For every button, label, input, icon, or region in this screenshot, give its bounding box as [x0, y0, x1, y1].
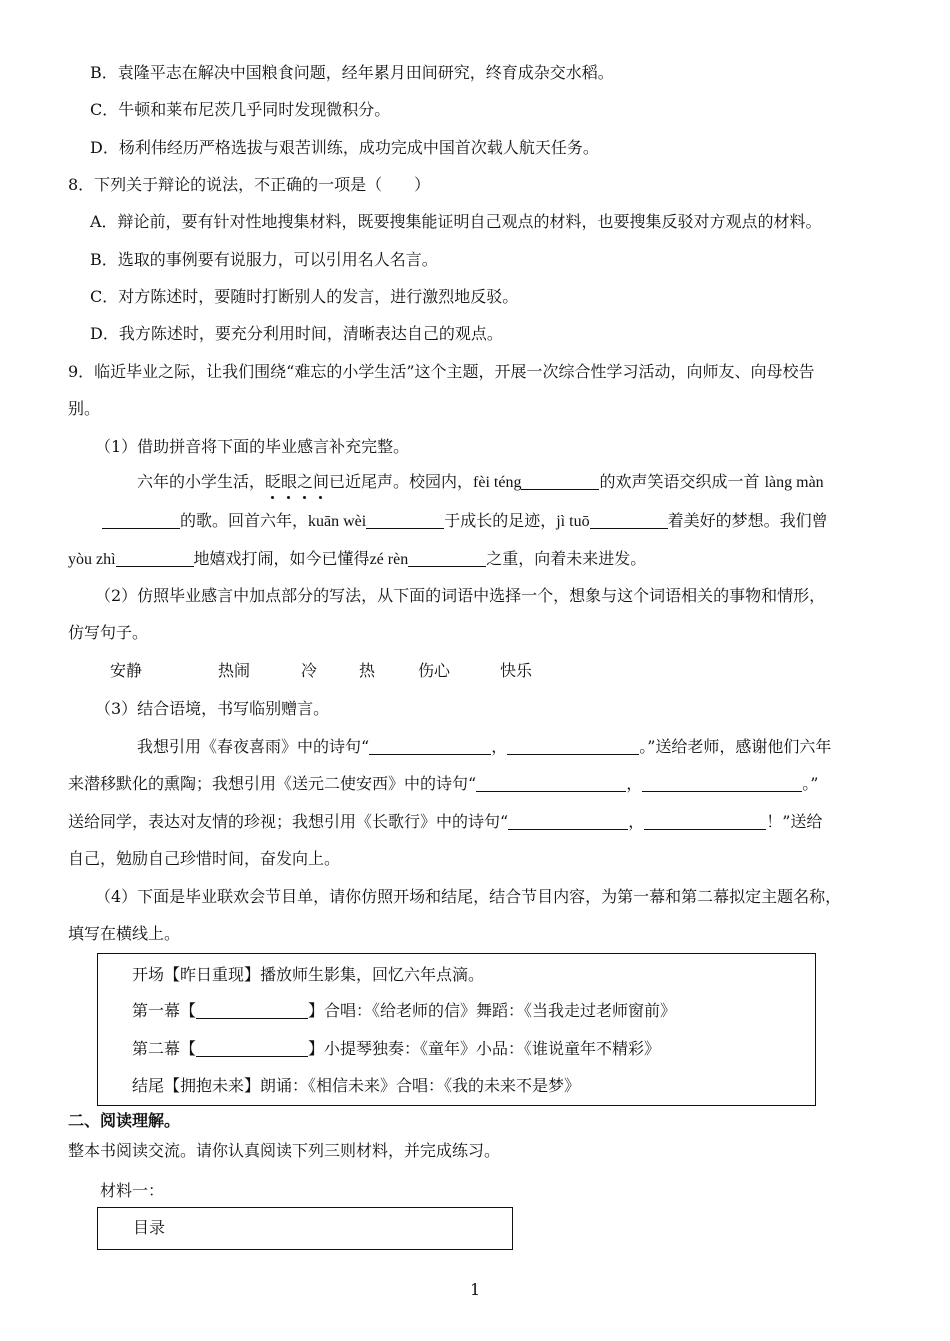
text: ， — [626, 774, 643, 793]
q9-part3-line4: 自己，勉励自己珍惜时间，奋发向上。 — [68, 849, 341, 868]
pinyin-2: làng màn — [764, 474, 824, 491]
act1-title-blank[interactable] — [196, 1002, 308, 1019]
q9-part4-label-line1: （4）下面是毕业联欢会节目单，请你仿照开场和结尾，结合节目内容，为第一幕和第二幕拟定主题名称， — [95, 887, 842, 906]
page-number: 1 — [470, 1280, 481, 1299]
text: 地嬉戏打闹，如今已懂得 — [193, 549, 370, 568]
q9-part1-line3 — [68, 548, 646, 571]
blank-1[interactable] — [521, 473, 599, 490]
blank-2[interactable] — [102, 512, 180, 529]
q9-stem-line1: 9．临近毕业之际，让我们围绕“难忘的小学生活”这个主题，开展一次综合性学习活动，向师友、向母校告 — [68, 362, 815, 381]
word-option: 冷 — [301, 661, 318, 680]
program-act1 — [132, 1000, 676, 1022]
poem-blank-6[interactable] — [644, 813, 766, 830]
poem-blank-2[interactable] — [507, 738, 639, 755]
pinyin-1: fèi téng — [473, 474, 522, 491]
program-act2 — [132, 1038, 660, 1060]
toc-title: 目录 — [133, 1218, 166, 1237]
text: 送给同学，表达对友情的珍视；我想引用《长歌行》中的诗句“ — [68, 812, 509, 831]
q9-part1-line2 — [102, 510, 828, 533]
q9-part3-line2 — [68, 773, 818, 795]
poem-blank-3[interactable] — [476, 775, 626, 792]
text: 第二幕【 — [132, 1039, 197, 1058]
text: ！”送给 — [766, 812, 823, 831]
text: ， — [491, 737, 508, 756]
q7-option-d: D．杨利伟经历严格选拔与艰苦训练，成功完成中国首次载人航天任务。 — [90, 138, 599, 157]
text: 之重，向着未来进发。 — [486, 549, 647, 568]
text: 。” — [802, 774, 819, 793]
text: 六年的小学生活， — [137, 472, 266, 491]
pinyin-5: yòu zhì — [68, 551, 116, 568]
text: 。”送给老师，感谢他们六年 — [639, 737, 832, 756]
text: ， — [628, 812, 645, 831]
program-opening: 开场【昨日重现】播放师生影集，回忆六年点滴。 — [132, 965, 485, 984]
section2-intro: 整本书阅读交流。请你认真阅读下列三则材料，并完成练习。 — [68, 1141, 501, 1160]
text: 已近尾声。校园内， — [329, 472, 474, 491]
blank-5[interactable] — [116, 550, 194, 567]
text: 】合唱：《给老师的信》舞蹈：《当我走过老师窗前》 — [308, 1001, 677, 1020]
q8-option-b: B．选取的事例要有说服力，可以引用名人名言。 — [90, 250, 438, 269]
text: 着美好的梦想。我们曾 — [667, 511, 828, 530]
text: 于成长的足迹， — [444, 511, 557, 530]
word-option: 快乐 — [500, 661, 533, 680]
text: 来潜移默化的熏陶；我想引用《送元二使安西》中的诗句“ — [68, 774, 477, 793]
q9-part1-label: （1）借助拼音将下面的毕业感言补充完整。 — [95, 437, 410, 456]
program-ending: 结尾【拥抱未来】朗诵：《相信未来》合唱：《我的未来不是梦》 — [132, 1076, 581, 1095]
blank-4[interactable] — [590, 512, 668, 529]
q7-option-c: C．牛顿和莱布尼茨几乎同时发现微积分。 — [90, 100, 391, 119]
q9-part3-line1 — [137, 736, 831, 758]
q8-option-c: C．对方陈述时，要随时打断别人的发言，进行激烈地反驳。 — [90, 287, 519, 306]
poem-blank-5[interactable] — [508, 813, 628, 830]
q9-part1-line1 — [137, 471, 824, 494]
section2-title: 二、阅读理解。 — [68, 1111, 181, 1130]
text: 第一幕【 — [132, 1001, 197, 1020]
q9-part2-label-line1: （2）仿照毕业感言中加点部分的写法，从下面的词语中选择一个，想象与这个词语相关的事物和情形， — [95, 586, 826, 605]
material1-label: 材料一： — [100, 1181, 165, 1200]
word-option: 热闹 — [218, 661, 251, 680]
q8-option-a: A．辩论前，要有针对性地搜集材料，既要搜集能证明自己观点的材料，也要搜集反驳对方观点的材料。 — [90, 212, 822, 231]
text: 我想引用《春夜喜雨》中的诗句“ — [137, 737, 370, 756]
q8-stem: 8．下列关于辩论的说法，不正确的一项是（ ） — [68, 175, 431, 194]
q8-option-d: D．我方陈述时，要充分利用时间，清晰表达自己的观点。 — [90, 324, 503, 343]
pinyin-4: jì tuō — [556, 513, 590, 530]
pinyin-6: zé rèn — [369, 551, 409, 568]
word-option: 安静 — [110, 661, 143, 680]
poem-blank-4[interactable] — [642, 775, 802, 792]
act2-title-blank[interactable] — [196, 1040, 308, 1057]
text: 的歌。回首六年， — [180, 511, 309, 530]
text: 】小提琴独奏：《童年》小品：《谁说童年不精彩》 — [308, 1039, 661, 1058]
word-option: 伤心 — [418, 661, 451, 680]
text: 的欢声笑语交织成一首 — [599, 472, 760, 491]
q9-stem-line2: 别。 — [68, 399, 101, 418]
q9-part4-label-line2: 填写在横线上。 — [68, 924, 181, 943]
q9-part3-label: （3）结合语境，书写临别赠言。 — [95, 699, 330, 718]
q7-option-b: B．袁隆平志在解决中国粮食问题，经年累月田间研究，终育成杂交水稻。 — [90, 63, 614, 82]
q9-part3-line3 — [68, 811, 822, 833]
q9-part2-label-line2: 仿写句子。 — [68, 623, 149, 642]
poem-blank-1[interactable] — [369, 738, 491, 755]
word-option: 热 — [359, 661, 376, 680]
pinyin-3: kuān wèi — [308, 513, 367, 530]
blank-6[interactable] — [408, 550, 486, 567]
dotted-phrase: 眨眼之间 — [265, 472, 329, 491]
blank-3[interactable] — [366, 512, 444, 529]
